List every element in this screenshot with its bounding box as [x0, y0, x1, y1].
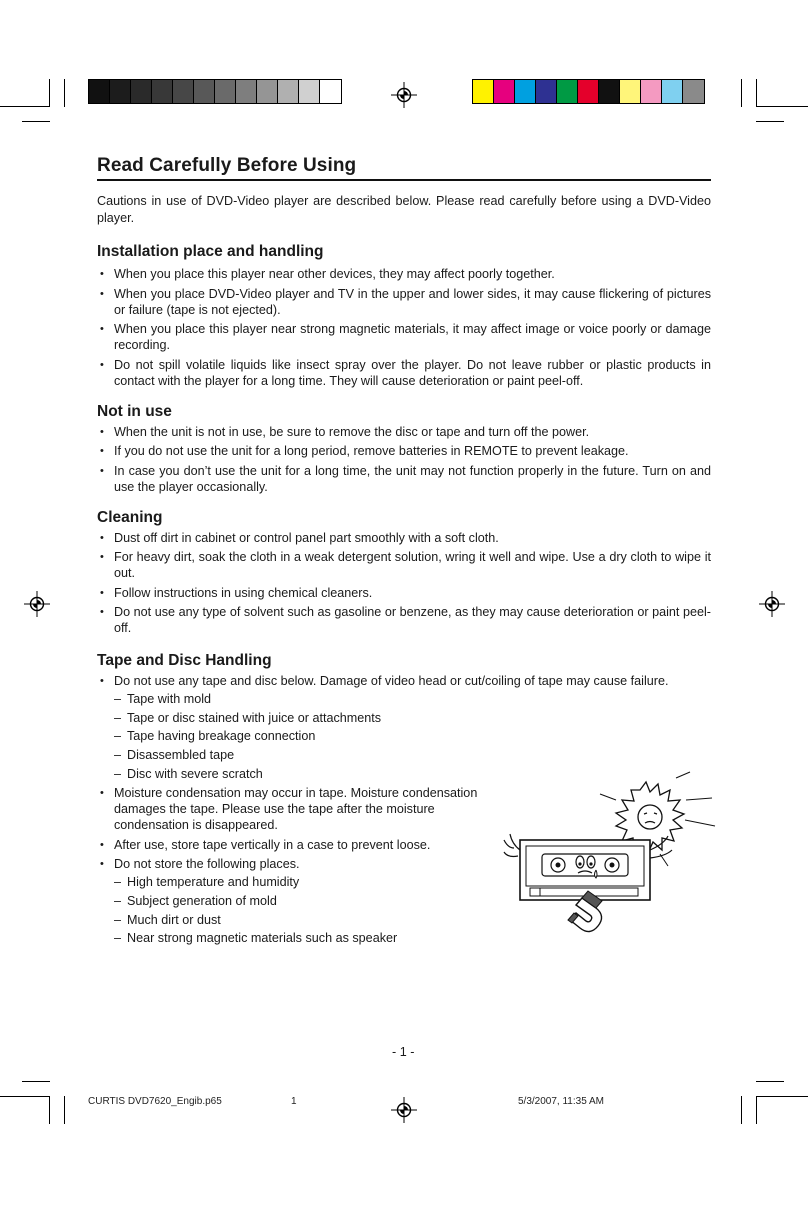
list-item: • Do not spill volatile liquids like insect spray over the player. Do not leave rubber or plastic products in contact with the player for a long time. They will cause deterioration or paint peel-off.: [97, 357, 711, 389]
video-cassette-icon: [504, 834, 672, 900]
color-swatch: [683, 80, 704, 103]
registration-mark-icon: [24, 591, 50, 617]
cleaning-list: [97, 530, 711, 637]
intro-paragraph: Cautions in use of DVD-Video player are described below. Please read carefully before using a DVD-Video player.: [97, 194, 711, 225]
color-swatch: [641, 80, 662, 103]
list-item: • Follow instructions in using chemical cleaners.: [97, 585, 711, 601]
sub-list-item: – High temperature and humidity: [114, 875, 300, 890]
registration-mark-icon: [391, 1097, 417, 1123]
color-swatch: [557, 80, 578, 103]
color-calibration-bar: [472, 79, 705, 104]
footer-filename: CURTIS DVD7620_Engib.p65: [88, 1096, 222, 1107]
color-swatch: [473, 80, 494, 103]
sub-list-item: – Tape with mold: [114, 692, 211, 706]
list-item: • Dust off dirt in cabinet or control panel part smoothly with a soft cloth.: [97, 530, 711, 546]
list-item: • For heavy dirt, soak the cloth in a weak detergent solution, wring it well and wipe. Use a dry cloth to wipe it out.: [97, 549, 711, 581]
section-heading-cleaning: Cleaning: [97, 508, 163, 526]
sub-list-item: – Tape or disc stained with juice or attachments: [114, 710, 382, 725]
list-item: • If you do not use the unit for a long period, remove batteries in REMOTE to prevent leakage.: [97, 443, 711, 459]
sub-list-item: – Tape having breakage connection: [114, 729, 316, 744]
page-number: - 1 -: [392, 1045, 415, 1059]
list-item: • When you place this player near strong magnetic materials, it may affect image or voice poorly or damage recording.: [97, 321, 711, 353]
page-title: Read Carefully Before Using: [97, 155, 711, 181]
list-item-text: Do not use any tape and disc below. Damage of video head or cut/coiling of tape may cause failure.: [114, 674, 669, 688]
color-swatch: [152, 80, 173, 103]
color-swatch: [215, 80, 236, 103]
color-swatch: [620, 80, 641, 103]
color-swatch: [236, 80, 257, 103]
list-item-text: Do not store the following places.: [114, 857, 300, 872]
sub-list-item: – Much dirt or dust: [114, 912, 221, 927]
section-heading-installation: Installation place and handling: [97, 243, 324, 260]
sub-list-item: – Disc with severe scratch: [114, 766, 263, 781]
installation-list: [97, 266, 711, 389]
color-swatch: [278, 80, 299, 103]
list-item: • After use, store tape vertically in a case to prevent loose.: [97, 837, 711, 853]
list-item: • Do not use any type of solvent such as gasoline or benzene, as they may cause deterioration or paint peel-off.: [97, 604, 711, 636]
color-swatch: [662, 80, 683, 103]
footer-date: 5/3/2007, 11:35 AM: [518, 1096, 604, 1107]
color-swatch: [494, 80, 515, 103]
sub-list-item: – Near strong magnetic materials such as speaker: [114, 931, 398, 946]
color-swatch: [515, 80, 536, 103]
list-item: • Moisture condensation may occur in tape. Moisture condensation damages the tape. Please use the tape after the moisture condensation is disappeared.: [97, 785, 500, 833]
footer-page: 1: [291, 1096, 297, 1107]
list-item: • When you place DVD-Video player and TV in the upper and lower sides, it may cause flickering of pictures or failure (tape is not ejected).: [97, 286, 711, 318]
grayscale-calibration-bar: [88, 79, 342, 104]
section-heading-tape-disc: Tape and Disc Handling: [97, 652, 272, 669]
color-swatch: [194, 80, 215, 103]
registration-mark-icon: [391, 82, 417, 108]
color-swatch: [578, 80, 599, 103]
color-swatch: [599, 80, 620, 103]
sub-list-item: – Subject generation of mold: [114, 893, 277, 908]
color-swatch: [536, 80, 557, 103]
color-swatch: [173, 80, 194, 103]
section-heading-not-in-use: Not in use: [97, 402, 172, 420]
sub-list-item: – Disassembled tape: [114, 748, 235, 763]
not-in-use-list: [97, 424, 711, 495]
color-swatch: [131, 80, 152, 103]
list-item: • In case you don’t use the unit for a long time, the unit may not function properly in the future. Turn on and use the player occasionally.: [97, 463, 711, 495]
color-swatch: [299, 80, 320, 103]
color-swatch: [320, 80, 341, 103]
color-swatch: [110, 80, 131, 103]
color-swatch: [89, 80, 110, 103]
color-swatch: [257, 80, 278, 103]
list-item: • When the unit is not in use, be sure to remove the disc or tape and turn off the power.: [97, 424, 711, 440]
cassette-cartoon-illustration: [500, 770, 725, 940]
list-item: [97, 673, 711, 782]
registration-mark-icon: [759, 591, 785, 617]
sub-list: [114, 691, 711, 782]
list-item: • When you place this player near other devices, they may affect poorly together.: [97, 266, 711, 282]
